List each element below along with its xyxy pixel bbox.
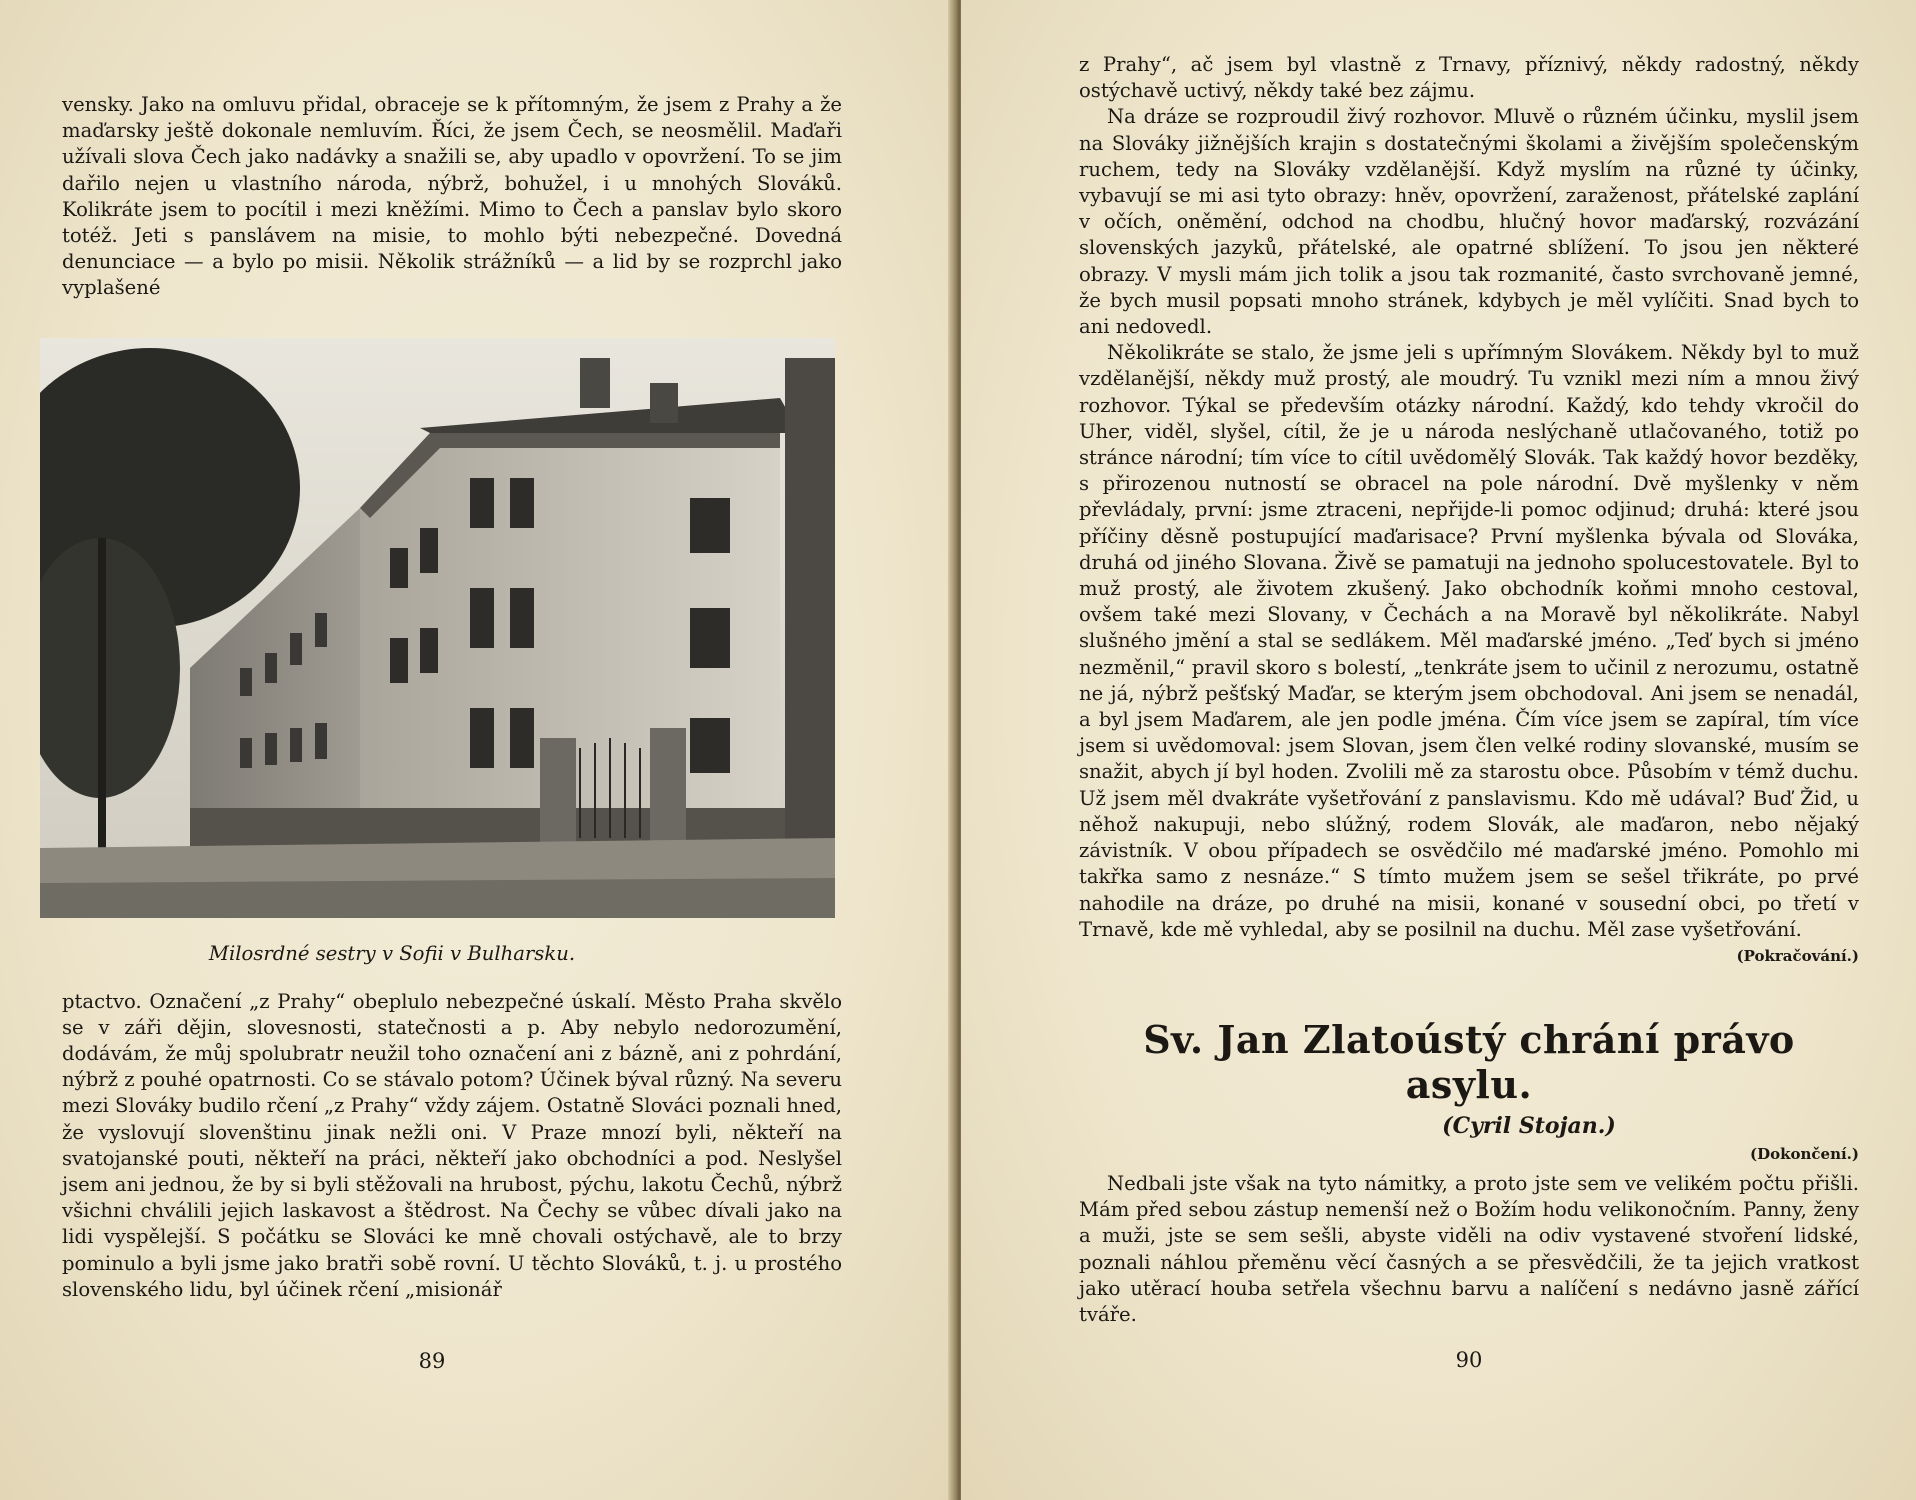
continued-label: (Pokračování.) [1736,946,1859,965]
right-paragraph-3: Několikráte se stalo, že jsme jeli s upřímným Slovákem. Někdy byl to muž vzdělanější, někdy muž prostý, ale moudrý. Tu vznikl mezi ním a mnou živý rozhovor. Týkal se především otázky národní. Každý, kdo tehdy vkročil do Uher, viděl, slyšel, cítil, že je u národa neslýchaně utlačovaného, totiž po stránce národní; tím více to cítil uvědomělý Slovák. Tak každý hovor bezděky, s přirozenou nutností se obracel na pole národní. Dvě myšlenky v něm převládaly, první: jsme ztraceni, nepřijde-li pomoc odjinud; druhá: které jsou příčiny děsně postupující maďarisace? První myšlenka bývala od Slováka, druhá od jiného Slovana. Živě se pamatuji na jednoho spolucestovatele. Byl to muž prostý, ale životem zkušený. Jako obchodník koňmi mnoho cestoval, ovšem také mezi Slovany, v Čechách a na Moravě byl několikráte. Nabyl slušného jmění a stal se sedlákem. Měl maďarské jméno. „Teď bych si jméno nezměnil,“ pravil skoro s bolestí, „tenkráte jsem to učinil z nerozumu, ostatně ne já, nýbrž pešťský Maďar, se kterým jsem obchodoval. Ani jsem se nenadál, a byl jsem Maďarem, ale jen podle jména. Čím více jsem se zapíral, tím více jsem si uvědomoval: jsem Slovan, jsem člen velké rodiny slovanské, musím se snažit, abych jí byl hoden. Zvolili mě za starostu obce. Působím v témž duchu. Už jsem měl dvakráte vyšetřování z panslavismu. Kdo mě udával? Buď Žid, u něhož nakupuji, nebo slúžný, rodem Slovák, ale maďaron, nebo nějaký závistník. V obou případech se osvědčilo mé maďarské jméno. Pomohlo mi takřka samo z nesnáze.“ S tímto mužem jsem se sešel třikráte, po prvé nahodile na dráze, po druhé na misii, konané v sousední obci, po třetí v Trnavě, kde mě vyhledal, aby se posilnil na duchu. Měl zase vyšetřování. [1079,341,1859,941]
page-number-right: 90 [1455,1348,1483,1373]
article-title: Sv. Jan Zlatoústý chrání právo asylu. [1143,1016,1795,1107]
article-paragraph: Nedbali jste však na tyto námitky, a proto jste sem ve velikém počtu přišli. Mám před sebou zástup nemenší než o Božím hodu velikonočním. Panny, ženy a muži, jste se sem sešli, abyste viděli na odiv vystavené stvoření lidské, poznali náhlou přeměnu věcí časných a se přesvědčili, že ta jejich vratkost jako utěrací houba setřela všechnu barvu a nalíčení s nedávno jasně zářící tváře. [1079,1171,1859,1326]
left-page [0,0,955,1500]
right-paragraph-1: z Prahy“, ač jsem byl vlastně z Trnavy, příznivý, někdy radostný, někdy ostýchavě uctivý, někdy také bez zájmu. [1079,53,1859,103]
photo-caption: Milosrdné sestry v Sofii v Bulharsku. [208,941,576,965]
photo-building [40,338,835,918]
right-page [961,0,1916,1500]
right-paragraph-2: Na dráze se rozproudil živý rozhovor. Mluvě o různém účinku, myslil jsem na Slováky jižnějších krajin s dostatečnými školami a živějším společenským ruchem, tedy na Slováky vzdělanější. Když myslím na různé ty účinky, vybavují se mi asi tyto obrazy: hněv, opovržení, zaraženost, přátelské zaplání v očích, oněmění, odchod na chodbu, hlučný hovor maďarský, rozvázání slovenských jazyků, přátelské, ale opatrné sblížení. To jsou jen některé obrazy. V mysli mám jich tolik a jsou tak rozmanité, často svrchovaně jemné, že bych musil popsati mnoho stránek, kdybych je měl vylíčiti. Snad bych to ani nedovedl. [1079,105,1859,339]
concluded-label: (Dokončení.) [1749,1144,1859,1163]
left-paragraph-bottom: ptactvo. Označení „z Prahy“ obeplulo nebezpečné úskalí. Město Praha skvělo se v záři dějin, slovesnosti, statečnosti a p. Aby nebylo nedorozumění, dodávám, že můj spolubratr neužil toho označení ani z bázně, ani z pohrdání, nýbrž z pouhé opatrnosti. Co se stávalo potom? Účinek býval různý. Na severu mezi Slováky budilo rčení „z Prahy“ vždy zájem. Ostatně Slováci poznali hned, že vyslovují slovenštinu jinak nežli oni. V Praze mnozí byli, někteří na svatojanské pouti, někteří na práci, někteří jako obchodníci a pod. Neslyšel jsem ani jednou, že by si byli stěžovali na hrubost, pýchu, lakotu Čechů, nýbrž všichni chválili jejich laskavost a štědrost. Na Čechy se vůbec dívali jako na lidi vyspělejší. S počátku se Slováci ke mně chovali ostýchavě, ale to brzy pominulo a byli jsme jako bratři sobě rovní. U těchto Slováků, t. j. u prostého slovenského lidu, byl účinek rčení „misionář [62,989,842,1301]
left-column [62,92,842,1373]
right-column [1079,52,1859,1372]
left-paragraph-top: vensky. Jako na omluvu přidal, obraceje se k přítomným, že jsem z Prahy a že maďarsky ještě dokonale nemluvím. Říci, že jsem Čech, se neosmělil. Maďaři užívali slova Čech jako nadávky a snažili se, aby upadlo v opovržení. To se jim dařilo nejen u vlastního národa, nýbrž, bohužel, i u mnohých Slováků. Kolikráte jsem to pocítil i mezi kněžími. Mimo to Čech a panslav bylo skoro totéž. Jeti s panslávem na misie, to mohlo býti nebezpečné. Dovedná denunciace — a bylo po misii. Několik strážníků — a lid by se rozprchl jako vyplašené [62,93,842,300]
photo-illustration [40,338,835,918]
page-number-left: 89 [418,1349,446,1374]
article-author: (Cyril Stojan.) [1442,1112,1616,1139]
